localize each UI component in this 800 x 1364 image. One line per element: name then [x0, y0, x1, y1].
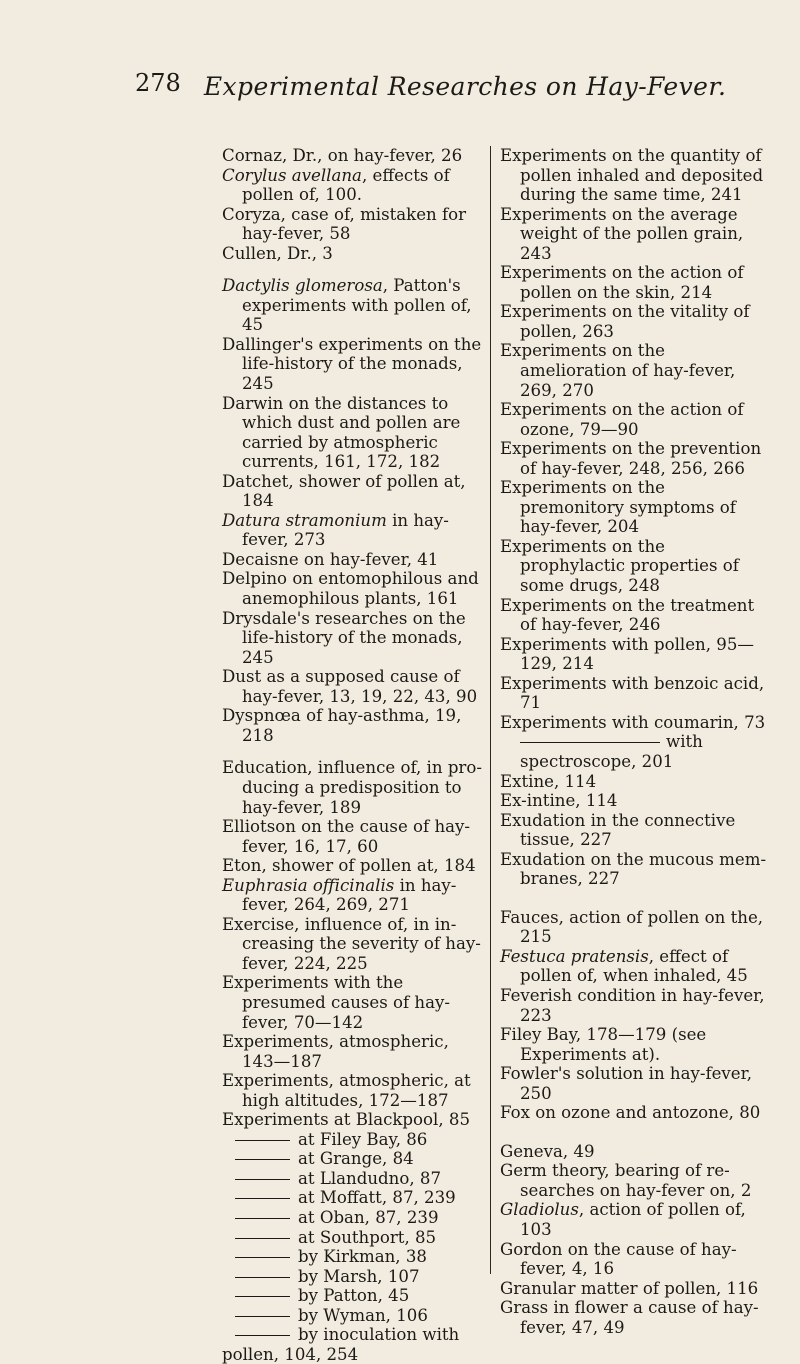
index-entry — [222, 550, 484, 570]
index-entry — [500, 713, 768, 733]
index-entry-text: Fauces, action of pollen on the, 215 — [500, 907, 764, 947]
index-entry-text: at Southport, 85 — [298, 1227, 437, 1247]
index-entry-text: at Filey Bay, 86 — [298, 1129, 428, 1149]
index-entry — [222, 1208, 484, 1228]
index-entry — [500, 537, 768, 596]
index-entry — [500, 478, 768, 537]
index-entry — [500, 1161, 768, 1200]
index-entry — [500, 1240, 768, 1279]
index-entry-text: by Patton, 45 — [298, 1286, 410, 1306]
index-entry — [500, 439, 768, 478]
index-entry-text: Experiments with coumarin, 73 — [500, 712, 766, 732]
index-entry-text: Exercise, influence of, in increasing the severity of hay-fever, 224, 225 — [222, 914, 481, 973]
index-entry — [222, 1345, 484, 1364]
index-entry — [222, 335, 484, 394]
index-entry-text: Experiments on the action of pollen on the skin, 214 — [500, 263, 744, 302]
index-entry-text: Experiments on the premonitory symptoms of hay-fever, 204 — [500, 478, 736, 537]
index-entry-text: at Grange, 84 — [298, 1149, 414, 1169]
index-entry-text: , action of pollen of, 103 — [520, 1200, 746, 1239]
index-entry-text: Datchet, shower of pollen at, 184 — [222, 471, 466, 511]
index-entry — [222, 394, 484, 472]
index-entry — [500, 1025, 768, 1064]
index-entry — [222, 1228, 484, 1248]
index-entry — [500, 1064, 768, 1103]
index-entry-text: Extine, 114 — [500, 771, 597, 791]
index-entry-text: with spectroscope, 201 — [520, 732, 703, 771]
index-entry — [222, 667, 484, 706]
index-entry-text: pollen, 104, 254 — [222, 1344, 359, 1364]
index-entry — [500, 791, 768, 811]
index-entry-text: Darwin on the distances to which dust and pollen are carried by atmospheric currents, 161, 172, 182 — [222, 393, 461, 472]
index-entry — [500, 1298, 768, 1337]
index-entry — [500, 811, 768, 850]
index-entry-text: , effect of pollen of, when inhaled, 45 — [520, 946, 748, 986]
index-entry-text: Delpino on entomophilous and anemophilous plants, 161 — [222, 569, 479, 609]
index-entry-text: Filey Bay, 178—179 (see Experiments at). — [500, 1025, 707, 1064]
index-entry-text: Experiments on the average weight of the pollen grain, 243 — [500, 204, 744, 263]
index-entry-text: at Oban, 87, 239 — [298, 1207, 439, 1227]
index-entry — [222, 1325, 484, 1345]
index-entry-term: Corylus avellana — [222, 165, 362, 185]
index-entry-text: Exudation in the connective tissue, 227 — [500, 810, 736, 850]
index-entry-text: Experiments, atmospheric, at high altitudes, 172—187 — [222, 1071, 471, 1110]
index-entry — [500, 1279, 768, 1299]
index-entry — [500, 986, 768, 1025]
index-entry-text: Coryza, case of, mistaken for hay-fever, 58 — [222, 204, 467, 244]
index-entry-text: Geneva, 49 — [500, 1141, 595, 1161]
index-entry-text: Experiments on the amelioration of hay-fever, 269, 270 — [500, 341, 736, 400]
index-entry — [500, 146, 768, 205]
running-title: Experimental Researches on Hay-Fever. — [203, 72, 727, 101]
index-entry-text: Experiments on the prevention of hay-fever, 248, 256, 266 — [500, 439, 762, 478]
index-entry — [222, 706, 484, 745]
index-entry — [500, 732, 768, 771]
index-entry-term: Euphrasia officinalis — [222, 875, 395, 895]
index-entry — [222, 244, 484, 264]
index-entry-text: Fox on ozone and antozone, 80 — [500, 1103, 761, 1123]
index-entry-text: Dyspnœa of hay-asthma, 19, 218 — [222, 706, 462, 745]
index-entry — [222, 1071, 484, 1110]
index-entry — [222, 1188, 484, 1208]
index-entry-text: in hay-fever, 264, 269, 271 — [242, 875, 457, 915]
ditto-rule — [520, 742, 660, 743]
index-entry-text: Dust as a supposed cause of hay-fever, 13, 19, 22, 43, 90 — [222, 667, 478, 706]
index-entry-text: in hay-fever, 273 — [242, 510, 449, 550]
index-entry-text: by Marsh, 107 — [298, 1266, 420, 1286]
index-entry — [222, 569, 484, 608]
index-entry-text: Experiments with pollen, 95—129, 214 — [500, 634, 754, 674]
index-entry-text: Experiments at Blackpool, 85 — [222, 1110, 471, 1130]
index-entry-text: Gordon on the cause of hay-fever, 4, 16 — [500, 1239, 737, 1279]
index-column-right — [500, 146, 768, 1337]
index-entry — [222, 758, 484, 817]
index-entry-text: Experiments on the action of ozone, 79—90 — [500, 400, 744, 439]
index-entry — [222, 609, 484, 668]
index-entry — [500, 205, 768, 264]
index-entry-text: at Moffatt, 87, 239 — [298, 1188, 456, 1208]
index-entry-text: , effects of pollen of, 100. — [242, 165, 450, 205]
index-entry — [222, 915, 484, 974]
index-entry — [222, 817, 484, 856]
index-entry — [500, 341, 768, 400]
index-entry-text: by Wyman, 106 — [298, 1305, 428, 1325]
index-entry-text: Education, influence of, in producing a predisposition to hay-fever, 189 — [222, 758, 482, 817]
running-header — [135, 69, 727, 101]
index-entry — [500, 772, 768, 792]
index-entry-text: Granular matter of pollen, 116 — [500, 1278, 759, 1298]
index-entry-text: at Llandudno, 87 — [298, 1168, 442, 1188]
index-entry-text: Dallinger's experiments on the life-history of the monads, 245 — [222, 334, 482, 394]
index-entry — [222, 1247, 484, 1267]
index-entry-text: Cornaz, Dr., on hay-fever, 26 — [222, 146, 463, 165]
index-entry — [222, 205, 484, 244]
page-number: 278 — [135, 69, 181, 97]
index-entry-text: Eton, shower of pollen at, 184 — [222, 856, 476, 876]
index-entry — [222, 1286, 484, 1306]
index-entry — [222, 1149, 484, 1169]
index-entry-text: Experiments on the treatment of hay-fever, 246 — [500, 595, 755, 635]
index-entry — [222, 973, 484, 1032]
index-entry-text: Experiments on the vitality of pollen, 263 — [500, 302, 750, 341]
index-entry — [222, 876, 484, 915]
index-entry — [500, 400, 768, 439]
index-entry-text: Experiments with the presumed causes of hay-fever, 70—142 — [222, 973, 450, 1032]
index-entry — [500, 302, 768, 341]
index-entry-text: Fowler's solution in hay-fever, 250 — [500, 1064, 753, 1103]
index-entry-term: Dactylis glomerosa — [222, 276, 383, 296]
index-column-left — [222, 146, 484, 1364]
index-entry — [500, 850, 768, 889]
index-entry-text: Experiments on the prophylactic properties of some drugs, 248 — [500, 536, 739, 596]
index-entry-text: Grass in flower a cause of hay-fever, 47, 49 — [500, 1298, 759, 1337]
index-entry — [222, 472, 484, 511]
index-entry — [500, 263, 768, 302]
index-entry-text: Experiments with benzoic acid, 71 — [500, 673, 765, 713]
index-entry — [500, 1103, 768, 1123]
index-entry-text: by inoculation with — [298, 1325, 460, 1345]
index-entry — [500, 635, 768, 674]
index-entry — [222, 1306, 484, 1326]
index-entry — [500, 908, 768, 947]
index-entry — [500, 674, 768, 713]
index-entry-text: Feverish condition in hay-fever, 223 — [500, 985, 765, 1025]
index-entry-text: Decaisne on hay-fever, 41 — [222, 549, 439, 569]
index-entry — [500, 1200, 768, 1239]
index-entry — [222, 276, 484, 335]
index-entry-text: Exudation on the mucous membranes, 227 — [500, 849, 767, 889]
index-entry-text: Ex-intine, 114 — [500, 791, 618, 811]
index-entry-term: Datura stramonium — [222, 510, 387, 530]
index-entry — [222, 166, 484, 205]
index-entry-text: Germ theory, bearing of researches on hay-fever on, 2 — [500, 1161, 752, 1200]
index-entry-text: Drysdale's researches on the life-history of the monads, 245 — [222, 608, 466, 667]
index-entry — [500, 1142, 768, 1162]
index-entry — [222, 1130, 484, 1150]
index-entry — [500, 947, 768, 986]
column-rule — [490, 146, 491, 1274]
index-entry-text: , Patton's experiments with pollen of, 45 — [242, 276, 472, 335]
index-entry — [222, 1110, 484, 1130]
index-entry-text: Experiments, atmospheric, 143—187 — [222, 1032, 449, 1071]
index-entry-term: Festuca pratensis — [500, 946, 649, 966]
index-entry-text: by Kirkman, 38 — [298, 1247, 427, 1267]
index-entry-text: Experiments on the quantity of pollen inhaled and deposited during the same time, 241 — [500, 146, 764, 205]
index-entry-text: Elliotson on the cause of hay-fever, 16, 17, 60 — [222, 817, 471, 856]
index-entry — [222, 511, 484, 550]
index-entry — [500, 596, 768, 635]
index-entry-text: Cullen, Dr., 3 — [222, 243, 333, 263]
index-entry-term: Gladiolus — [500, 1200, 579, 1220]
index-entry — [222, 856, 484, 876]
index-entry — [222, 146, 484, 166]
index-entry — [222, 1169, 484, 1189]
index-entry — [222, 1032, 484, 1071]
index-entry — [222, 1267, 484, 1287]
